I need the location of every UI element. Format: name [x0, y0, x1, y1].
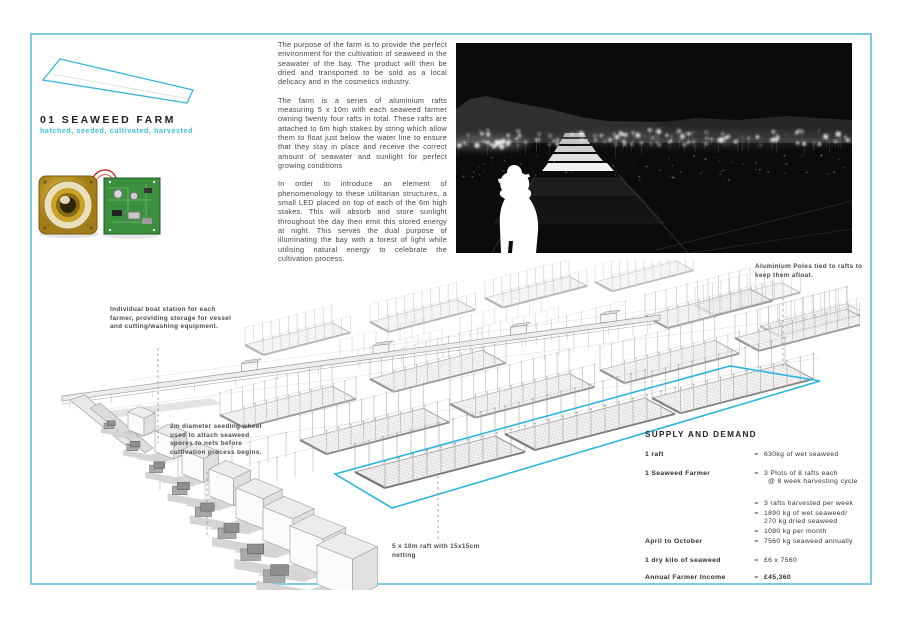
annotation-raft-netting: 5 x 10m raft with 15x15cm netting [392, 543, 480, 559]
supply-value: 630kg of wet seaweed [764, 451, 839, 458]
supply-value: 3 Plots of 8 rafts each [764, 469, 838, 477]
intro-paragraph-2: The farm is a series of aluminium rafts measuring 5 x 10m with each seaweed farmer owning twenty four rafts in total. These rafts are attached to 6m high stakes by string which allow them to float just below the water line to ensure that they stay in place and receive the correct amount of seawater and sunlight for perfect growing conditions [278, 95, 447, 170]
intro-paragraph-1: The purpose of the farm is to provide the perfect environment for the cultivation of seaweed in the seawater of the bay. The product will then be dried and transported to be sold as a local delicacy and in the cosmetics industry. [278, 40, 447, 87]
speaker [39, 176, 97, 234]
seaweed-raft [595, 260, 695, 291]
intro-paragraph-3: In order to introduce an element of phenomenology to these utilitarian structures, a small LED placed on top of each of the 6m high stakes. This will absorb and store sunlight throughout the day then emit this stored energy at night. This serves the dual purpose of illuminating the bay with a forest of light while utilising natural energy to celebrate the cultivation process. [278, 179, 447, 263]
supply-row: April to October = 7560 kg seaweed annually [645, 538, 879, 547]
supply-row: = 1890 kg of wet seaweed/ 270 kg dried seaweed [645, 510, 879, 527]
led-circuit-board [104, 178, 160, 234]
supply-row: = 3 rafts harvested per week [645, 500, 879, 509]
supply-value: £45,360 [764, 574, 792, 582]
supply-title: SUPPLY AND DEMAND [645, 430, 757, 439]
supply-label: 1 Seaweed Farmer [645, 469, 711, 477]
seaweed-raft [245, 305, 351, 355]
speaker-and-led-circuit-photo [36, 164, 168, 242]
supply-value: 3 rafts harvested per week [764, 500, 854, 508]
supply-row: Annual Farmer Income = £45,360 [645, 574, 879, 583]
seaweed-raft [651, 336, 814, 413]
supply-value: 1080 kg per month [764, 528, 827, 536]
annotation-seeding-wheel: 2m diameter seeding wheel used to attach seaweed spores to nets before cultivation process begins. [170, 423, 262, 456]
supply-value: 7560 kg seaweed annually [764, 537, 853, 545]
night-render-photo [456, 43, 852, 253]
supply-and-demand [645, 430, 879, 583]
intro-text [278, 40, 447, 272]
page-title: 01 SEAWEED FARM [40, 114, 176, 126]
supply-value-2: @ 8 week harvesting cycle [768, 478, 858, 486]
supply-value: 1890 kg of wet seaweed/ [764, 509, 848, 517]
supply-row: 1 Seaweed Farmer = 3 Plots of 8 rafts each @ 8 week harvesting cycle [645, 470, 879, 487]
supply-label: April to October [645, 537, 703, 545]
supply-label: Annual Farmer Income [645, 574, 726, 582]
supply-label: 1 raft [645, 451, 664, 458]
annotation-boat-station: Individual boat station for each farmer, providing storage for vessel and cutting/washing equipment. [110, 306, 232, 331]
annotation-aluminium-poles: Aluminium Poles tied to rafts to keep them afloat. [755, 263, 863, 279]
supply-row: 1 raft = 630kg of wet seaweed [645, 451, 879, 460]
page-subtitle: hatched, seeded, cultivated, harvested [40, 128, 193, 135]
supply-value-2: 270 kg dried seaweed [764, 518, 838, 526]
supply-row: 1 dry kilo of seaweed = £6 x 7560 [645, 557, 879, 566]
seaweed-raft [485, 260, 588, 308]
supply-value: £6 x 7560 [764, 556, 798, 564]
site-plan-sketch [35, 50, 205, 110]
supply-label: 1 dry kilo of seaweed [645, 556, 721, 564]
supply-row: = 1080 kg per month [645, 528, 879, 537]
